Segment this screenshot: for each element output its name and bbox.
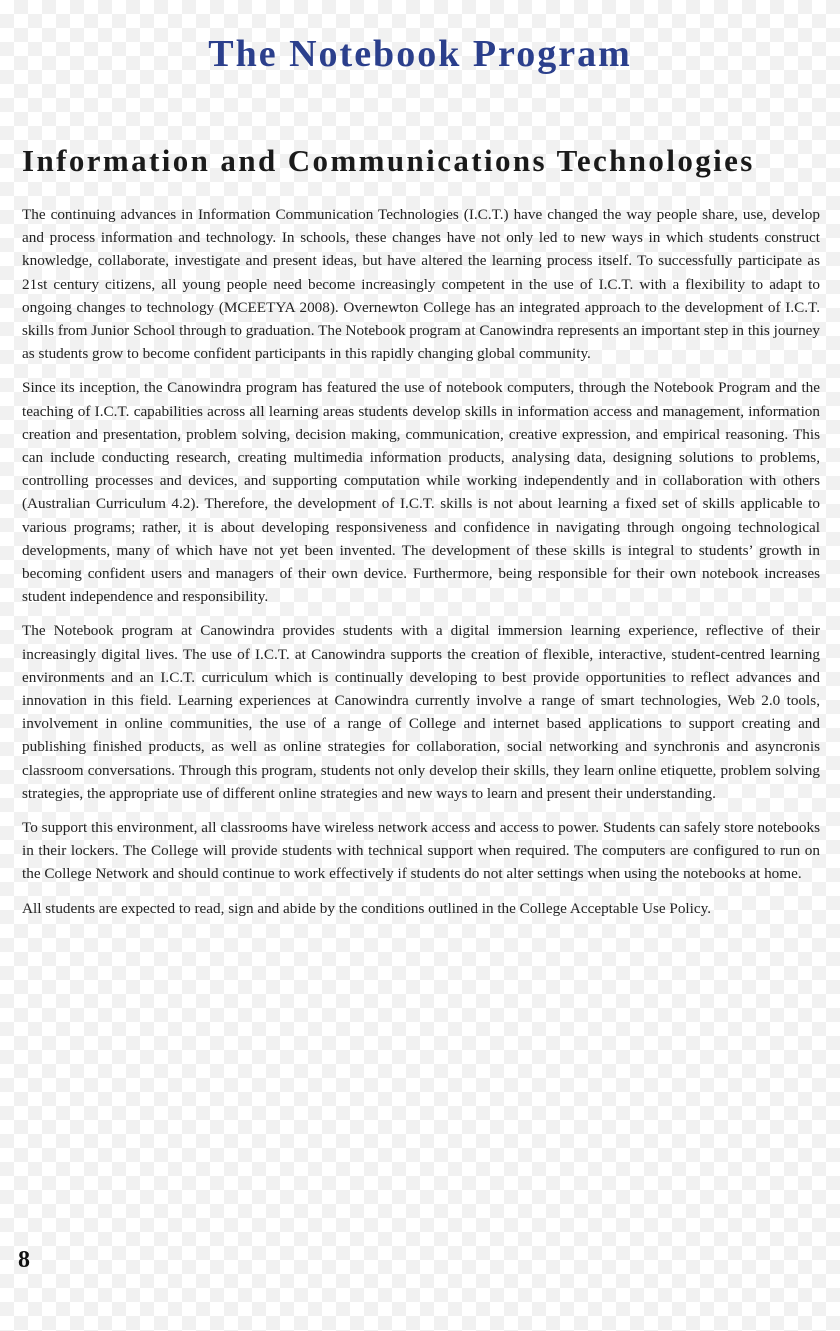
paragraph-4: To support this environment, all classrooms have wireless network access and access to power. Students can safely store notebooks in their lockers. The College will provide students with technical support when required. The computers are configured to run on the College Network and should continue to work effectively if students do not alter settings when using the notebooks at home.	[22, 819, 820, 883]
paragraph-1: The continuing advances in Information Communication Technologies (I.C.T.) have changed the way people share, use, develop and process information and technology. In schools, these changes have not only led to new ways in which students construct knowledge, collaborate, investigate and present ideas, but have altered the learning process itself. To successfully participate as 21st century citizens, all young people need become increasingly competent in the use of I.C.T. with a flexibility to adapt to ongoing changes to technology (MCEETYA 2008). Overnewton College has an integrated approach to the development of I.C.T. skills from Junior School through to graduation. The Notebook program at Canowindra represents an important step in this journey as students grow to become confident participants in this rapidly changing global community.	[22, 206, 820, 363]
section-heading: Information and Communications Technologies	[22, 143, 755, 178]
page-title: The Notebook Program	[208, 33, 632, 75]
body-text	[22, 203, 820, 931]
paragraph-2: Since its inception, the Canowindra program has featured the use of notebook computers, through the Notebook Program and the teaching of I.C.T. capabilities across all learning areas students develop skills in information access and management, information creation and presentation, problem solving, decision making, communication, creative expression, and empirical reasoning. This can include conducting research, creating multimedia information products, analysing data, designing solutions to problems, controlling processes and devices, and supporting computation while working independently and in collaboration with others (Australian Curriculum 4.2). Therefore, the development of I.C.T. skills is not about learning a fixed set of skills applicable to various programs; rather, it is about developing responsiveness and confidence in navigating through ongoing technological developments, many of which have not yet been invented. The development of these skills is integral to students’ growth in becoming confident users and managers of their own device. Furthermore, being responsible for their own notebook increases student independence and responsibility.	[22, 379, 820, 606]
paragraph-3: The Notebook program at Canowindra provides students with a digital immersion learning experience, reflective of their increasingly digital lives. The use of I.C.T. at Canowindra supports the creation of flexible, interactive, student-centred learning environments and an I.C.T. curriculum which is continually developing to best provide opportunities to reflect advances and innovation in this field. Learning experiences at Canowindra currently involve a range of smart technologies, Web 2.0 tools, involvement in online communities, the use of a range of College and internet based applications to support creating and publishing finished products, as well as online strategies for collaboration, social networking and synchronis and asyncronis classroom conversations. Through this program, students not only develop their skills, they learn online etiquette, problem solving strategies, the appropriate use of different online strategies and new ways to learn and present their understanding.	[22, 622, 820, 802]
page-number: 8	[18, 1247, 30, 1273]
paragraph-5: All students are expected to read, sign and abide by the conditions outlined in the College Acceptable Use Policy.	[22, 899, 712, 917]
